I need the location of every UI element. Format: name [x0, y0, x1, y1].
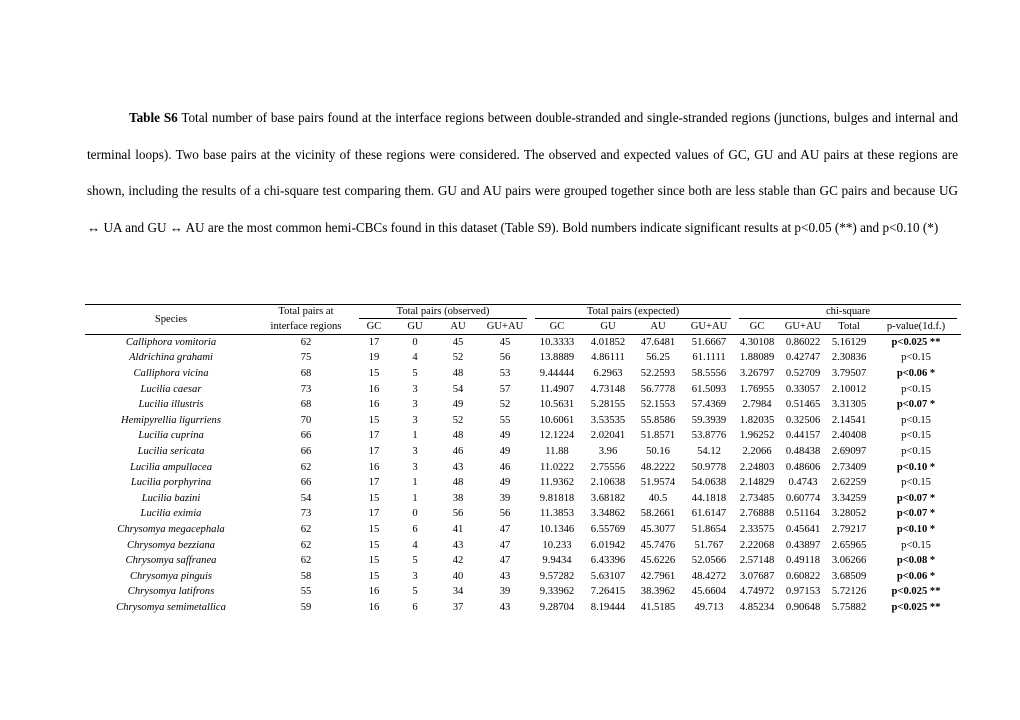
exp-gc-cell: 11.0222 [539, 461, 575, 473]
chi-total-cell: 3.68509 [831, 570, 867, 582]
chi-total-cell: 2.40408 [831, 430, 867, 442]
chi-total-cell: 2.65965 [831, 539, 867, 551]
pvalue-cell: p<0.08 * [896, 555, 936, 567]
exp-guau-cell: 50.9778 [691, 461, 727, 473]
exp-guau-cell: 61.5093 [691, 383, 727, 395]
total-pairs-cell: 62 [300, 461, 312, 473]
obs-au-cell: 52 [452, 414, 464, 426]
pvalue-cell: p<0.15 [901, 430, 931, 442]
exp-gc-cell: 9.44444 [539, 367, 575, 379]
table-row [85, 460, 961, 476]
exp-gu-cell: 3.96 [598, 445, 618, 457]
obs-gu-cell: 5 [412, 367, 418, 379]
exp-gc-cell: 11.4907 [539, 383, 575, 395]
exp-guau-cell: 51.767 [694, 539, 724, 551]
chi-guau-cell: 0.42747 [785, 352, 821, 364]
total-pairs-cell: 59 [257, 600, 355, 616]
obs-gu-cell: 0 [412, 508, 418, 520]
chi-total-cell: 2.10012 [831, 383, 867, 395]
data-table [85, 304, 961, 617]
exp-guau-cell: 54.12 [697, 445, 721, 457]
exp-gu-cell: 2.02041 [590, 430, 626, 442]
exp-au-cell: 56.25 [646, 352, 670, 364]
exp-au-cell: 45.3077 [640, 523, 676, 535]
table-row [85, 569, 961, 585]
table-row [85, 413, 961, 429]
exp-gu-cell: 3.68182 [590, 492, 626, 504]
total-pairs-header-line1: Total pairs at [257, 305, 355, 320]
chi-total-cell: 2.30836 [831, 352, 867, 364]
table-body [85, 335, 961, 617]
exp-au-cell: 41.5185 [633, 600, 683, 616]
obs-guau-cell: 46 [499, 461, 511, 473]
table-caption [87, 100, 958, 246]
chi-gc-cell: 2.73485 [739, 492, 775, 504]
obs-au-cell: 42 [452, 555, 464, 567]
chi-total-cell: 3.06266 [831, 555, 867, 567]
exp-guau-cell: 54.0638 [691, 477, 727, 489]
exp-au-cell: 52.2593 [640, 367, 676, 379]
exp-au-cell: 51.8571 [640, 430, 676, 442]
obs-gc-cell: 17 [368, 508, 380, 520]
table-row [85, 507, 961, 523]
species-cell: Hemipyrellia ligurriens [121, 414, 221, 426]
table-row [85, 429, 961, 445]
exp-gc-cell: 9.33962 [539, 586, 575, 598]
species-cell: Lucilia illustris [138, 399, 204, 411]
obs-au-cell: 43 [452, 461, 464, 473]
pvalue-cell: p<0.15 [901, 352, 931, 364]
chi-gc-cell: 2.24803 [739, 461, 775, 473]
chi-gc-cell: 3.26797 [739, 367, 775, 379]
species-cell: Lucilia sericata [137, 445, 205, 457]
obs-guau-cell: 43 [499, 570, 511, 582]
chi-total-cell: 3.34259 [831, 492, 867, 504]
obs-gc-cell: 17 [368, 445, 380, 457]
pvalue-cell: p<0.15 [901, 445, 931, 457]
obs-gu-cell: 1 [412, 492, 418, 504]
exp-guau-cell: 59.3939 [691, 414, 727, 426]
obs-gu-cell: 1 [412, 430, 418, 442]
table-row [85, 600, 961, 616]
obs-gc-cell: 16 [368, 461, 380, 473]
exp-au-cell: 42.7961 [640, 570, 676, 582]
obs-gu-cell: 3 [412, 399, 418, 411]
exp-guau-cell: 61.1111 [692, 352, 726, 364]
obs-guau-cell: 47 [499, 539, 511, 551]
exp-gc-cell: 10.233 [542, 539, 572, 551]
chi-gc-cell: 2.22068 [739, 539, 775, 551]
chi-gc-cell: 1.82035 [739, 414, 775, 426]
chi-gc-cell: 3.07687 [739, 570, 775, 582]
exp-gu-cell: 4.86111 [591, 352, 625, 364]
pvalue-cell: p<0.06 * [896, 367, 936, 379]
exp-au-cell: 52.1553 [640, 399, 676, 411]
exp-guau-cell: 61.6147 [691, 508, 727, 520]
table-row [85, 553, 961, 569]
obs-gc-cell: 16 [355, 600, 393, 616]
exp-guau-cell: 49.713 [683, 600, 735, 616]
chi-guau-cell: 0.49118 [786, 555, 821, 567]
exp-au-cell: 50.16 [646, 445, 670, 457]
exp-gu-cell: 4.01852 [590, 336, 626, 348]
species-cell: Chrysomya bezziana [127, 539, 215, 551]
chi-total-cell: 3.28052 [831, 508, 867, 520]
exp-au-cell: 58.2661 [640, 508, 676, 520]
species-cell: Calliphora vicina [133, 367, 209, 379]
pvalue-cell: p<0.025 ** [891, 336, 941, 348]
table-row [85, 491, 961, 507]
total-pairs-cell: 55 [300, 586, 312, 598]
exp-guau-cell: 44.1818 [691, 492, 727, 504]
exp-au-cell: 56.7778 [640, 383, 676, 395]
chi-guau-cell: 0.43897 [785, 539, 821, 551]
total-pairs-cell: 62 [300, 539, 312, 551]
exp-gu-cell: 6.43396 [590, 555, 626, 567]
exp-gc-cell: 10.6061 [539, 414, 575, 426]
obs-gu-cell: 4 [412, 352, 418, 364]
observed-group-header: Total pairs (observed) [355, 305, 531, 320]
table-row [85, 538, 961, 554]
obs-guau-cell: 45 [499, 336, 511, 348]
chi-gc-cell: 2.33575 [739, 523, 775, 535]
table-row [85, 335, 961, 351]
species-cell: Lucilia ampullacea [129, 461, 213, 473]
species-cell: Chrysomya megacephala [117, 523, 225, 535]
obs-au-cell: 40 [452, 570, 464, 582]
pvalue-cell: p<0.10 * [896, 523, 936, 535]
table-row [85, 585, 961, 601]
pvalue-cell: p<0.025 ** [891, 586, 941, 598]
obs-gc-cell: 17 [368, 477, 380, 489]
table-row [85, 397, 961, 413]
obs-au-cell: 41 [452, 523, 464, 535]
chi-total-cell: 5.16129 [831, 336, 867, 348]
pvalue-cell: p<0.025 ** [871, 600, 961, 616]
exp-gu-cell: 7.26415 [590, 586, 626, 598]
exp-gc-cell: 11.3853 [539, 508, 575, 520]
expected-group-header: Total pairs (expected) [531, 305, 735, 320]
chi-gc-cell: 2.7984 [742, 399, 772, 411]
pvalue-cell: p<0.15 [901, 539, 931, 551]
obs-gu-header: GU [393, 319, 437, 335]
obs-gu-cell: 3 [412, 383, 418, 395]
obs-guau-cell: 55 [499, 414, 511, 426]
exp-guau-cell: 57.4369 [691, 399, 727, 411]
exp-guau-cell: 52.0566 [691, 555, 727, 567]
exp-au-cell: 45.7476 [640, 539, 676, 551]
obs-gc-cell: 17 [368, 336, 380, 348]
caption-text: Total number of base pairs found at the interface regions between double-stranded and single-stranded regions (junctions, bulges and internal and terminal loops). Two base pairs at the vicinity of these regions were considered. The observed and expected values of GC, GU and AU pairs at these regions are shown, including the results of a chi-square test comparing them. GU and AU pairs were grouped together since both are less stable than GC pairs and because UG ↔ UA and GU ↔ AU are the most common hemi-CBCs found in this dataset (Table S9). Bold numbers indicate significant results at p<0.05 (**) and p<0.10 (*) [87, 110, 959, 235]
obs-gu-cell: 0 [412, 336, 418, 348]
chi-gc-cell: 1.88089 [739, 352, 775, 364]
obs-gc-cell: 16 [368, 383, 380, 395]
species-cell: Calliphora vomitoria [125, 336, 217, 348]
obs-gc-cell: 15 [368, 414, 380, 426]
chi-guau-cell: 0.4743 [788, 477, 818, 489]
obs-guau-cell: 52 [499, 399, 511, 411]
table-row [85, 351, 961, 367]
chi-gc-cell: 4.30108 [739, 336, 775, 348]
chi-gc-cell: 1.96252 [739, 430, 775, 442]
chi-total-cell: 2.62259 [831, 477, 867, 489]
total-pairs-cell: 66 [300, 430, 312, 442]
pvalue-cell: p<0.10 * [896, 461, 936, 473]
exp-gu-cell: 8.19444 [583, 600, 633, 616]
species-cell: Chrysomya saffranea [125, 555, 217, 567]
chi-gc-cell: 2.14829 [739, 477, 775, 489]
exp-gc-cell: 9.28704 [531, 600, 583, 616]
exp-guau-cell: 45.6604 [691, 586, 727, 598]
species-cell: Lucilia cuprina [138, 430, 204, 442]
chi-guau-cell: 0.45641 [785, 523, 821, 535]
obs-guau-cell: 57 [499, 383, 511, 395]
species-cell: Lucilia caesar [140, 383, 202, 395]
pvalue-cell: p<0.15 [901, 383, 931, 395]
chi-guau-cell: 0.33057 [785, 383, 821, 395]
pvalue-cell: p<0.07 * [896, 492, 936, 504]
exp-gu-cell: 5.63107 [590, 570, 626, 582]
obs-gc-cell: 15 [368, 539, 380, 551]
total-pairs-cell: 54 [300, 492, 312, 504]
pvalue-cell: p<0.15 [901, 477, 931, 489]
total-pairs-cell: 68 [300, 367, 312, 379]
exp-au-cell: 38.3962 [640, 586, 676, 598]
exp-au-header: AU [633, 319, 683, 335]
chi-guau-cell: 0.90648 [779, 600, 827, 616]
obs-gu-cell: 5 [412, 586, 418, 598]
species-cell: Chrysomya semimetallica [85, 600, 257, 616]
obs-gc-cell: 15 [368, 570, 380, 582]
chi-total-cell: 2.14541 [831, 414, 867, 426]
obs-guau-cell: 56 [499, 508, 511, 520]
chi-gc-cell: 2.76888 [739, 508, 775, 520]
obs-au-cell: 48 [452, 477, 464, 489]
chi-total-cell: 5.72126 [831, 586, 867, 598]
chi-guau-cell: 0.51164 [786, 508, 821, 520]
total-pairs-cell: 66 [300, 477, 312, 489]
exp-gu-cell: 6.55769 [590, 523, 626, 535]
exp-gc-cell: 11.88 [545, 445, 569, 457]
obs-gc-cell: 17 [368, 430, 380, 442]
total-pairs-header-line2: interface regions [257, 319, 355, 335]
exp-guau-cell: 51.8654 [691, 523, 727, 535]
obs-gu-cell: 3 [412, 414, 418, 426]
chi-guau-cell: 0.48606 [785, 461, 821, 473]
obs-gu-cell: 6 [412, 523, 418, 535]
species-header: Species [85, 305, 257, 335]
species-cell: Lucilia eximia [140, 508, 202, 520]
chi-gc-cell: 4.85234 [735, 600, 779, 616]
obs-gc-cell: 15 [368, 523, 380, 535]
obs-au-cell: 37 [437, 600, 479, 616]
exp-au-cell: 51.9574 [640, 477, 676, 489]
obs-au-cell: 43 [452, 539, 464, 551]
total-pairs-cell: 68 [300, 399, 312, 411]
exp-guau-cell: 51.6667 [691, 336, 727, 348]
species-cell: Lucilia bazini [141, 492, 201, 504]
chi-gc-header: GC [735, 319, 779, 335]
table-row [85, 382, 961, 398]
obs-au-cell: 52 [452, 352, 464, 364]
total-pairs-cell: 75 [300, 352, 312, 364]
total-pairs-cell: 70 [300, 414, 312, 426]
obs-guau-cell: 39 [499, 586, 511, 598]
obs-gc-header: GC [355, 319, 393, 335]
exp-gu-cell: 3.53535 [590, 414, 626, 426]
exp-gc-cell: 12.1224 [539, 430, 575, 442]
chi-guau-cell: 0.60774 [785, 492, 821, 504]
exp-gc-cell: 11.9362 [539, 477, 575, 489]
total-pairs-cell: 62 [300, 336, 312, 348]
obs-gu-cell: 5 [412, 555, 418, 567]
total-pairs-cell: 62 [300, 523, 312, 535]
table-row [85, 444, 961, 460]
pvalue-cell: p<0.06 * [896, 570, 936, 582]
chi-gc-cell: 2.57148 [739, 555, 775, 567]
obs-au-header: AU [437, 319, 479, 335]
total-pairs-cell: 73 [300, 383, 312, 395]
chi-total-cell: 5.75882 [827, 600, 871, 616]
pvalue-cell: p<0.15 [901, 414, 931, 426]
obs-au-cell: 48 [452, 430, 464, 442]
obs-au-cell: 49 [452, 399, 464, 411]
chi-guau-header: GU+AU [779, 319, 827, 335]
exp-guau-cell: 53.8776 [691, 430, 727, 442]
table-header [85, 305, 961, 335]
pvalue-cell: p<0.07 * [896, 399, 936, 411]
chi-guau-cell: 0.51465 [785, 399, 821, 411]
table-row [85, 475, 961, 491]
obs-guau-cell: 43 [479, 600, 531, 616]
obs-guau-cell: 49 [499, 445, 511, 457]
exp-au-cell: 48.2222 [640, 461, 676, 473]
chi-guau-cell: 0.48438 [785, 445, 821, 457]
obs-gc-cell: 16 [368, 586, 380, 598]
obs-guau-cell: 56 [499, 352, 511, 364]
obs-gu-cell: 3 [412, 445, 418, 457]
exp-gu-cell: 3.34862 [590, 508, 626, 520]
chi-guau-cell: 0.32506 [785, 414, 821, 426]
exp-gc-cell: 13.8889 [539, 352, 575, 364]
exp-gu-cell: 6.2963 [593, 367, 623, 379]
exp-gu-cell: 6.01942 [590, 539, 626, 551]
exp-gc-cell: 10.3333 [539, 336, 575, 348]
exp-gc-header: GC [531, 319, 583, 335]
pvalue-cell: p<0.07 * [896, 508, 936, 520]
obs-guau-cell: 49 [499, 477, 511, 489]
exp-gu-cell: 4.73148 [590, 383, 626, 395]
chi-total-cell: 3.79507 [831, 367, 867, 379]
exp-au-cell: 47.6481 [640, 336, 676, 348]
chi-total-cell: 3.31305 [831, 399, 867, 411]
chi-guau-cell: 0.60822 [785, 570, 821, 582]
table-label: Table S6 [129, 110, 178, 125]
exp-guau-header: GU+AU [683, 319, 735, 335]
exp-gu-cell: 2.10638 [590, 477, 626, 489]
chisquare-group-header: chi-square [735, 305, 961, 320]
chi-total-cell: 2.79217 [831, 523, 867, 535]
species-cell: Chrysomya latifrons [127, 586, 215, 598]
chi-gc-cell: 4.74972 [739, 586, 775, 598]
obs-gu-cell: 3 [412, 461, 418, 473]
obs-gu-cell: 6 [393, 600, 437, 616]
exp-gc-cell: 10.5631 [539, 399, 575, 411]
chi-guau-cell: 0.52709 [785, 367, 821, 379]
obs-guau-header: GU+AU [479, 319, 531, 335]
chi-total-cell: 2.73409 [831, 461, 867, 473]
obs-guau-cell: 39 [499, 492, 511, 504]
chi-gc-cell: 1.76955 [739, 383, 775, 395]
species-cell: Aldrichina grahami [129, 352, 213, 364]
total-pairs-cell: 62 [300, 555, 312, 567]
obs-au-cell: 56 [452, 508, 464, 520]
exp-au-cell: 40.5 [648, 492, 668, 504]
obs-gc-cell: 16 [368, 399, 380, 411]
total-pairs-cell: 73 [300, 508, 312, 520]
exp-gc-cell: 9.57282 [539, 570, 575, 582]
table-row [85, 522, 961, 538]
obs-gu-cell: 3 [412, 570, 418, 582]
species-cell: Chrysomya pinguis [129, 570, 213, 582]
obs-gc-cell: 15 [368, 367, 380, 379]
species-cell: Lucilia porphyrina [130, 477, 212, 489]
obs-guau-cell: 47 [499, 523, 511, 535]
exp-gc-cell: 9.9434 [542, 555, 572, 567]
obs-au-cell: 54 [452, 383, 464, 395]
exp-guau-cell: 58.5556 [691, 367, 727, 379]
obs-gc-cell: 15 [368, 492, 380, 504]
exp-gc-cell: 10.1346 [539, 523, 575, 535]
chi-gc-cell: 2.2066 [742, 445, 772, 457]
total-pairs-cell: 58 [300, 570, 312, 582]
obs-au-cell: 48 [452, 367, 464, 379]
exp-gu-cell: 2.75556 [590, 461, 626, 473]
obs-gc-cell: 19 [368, 352, 380, 364]
total-pairs-cell: 66 [300, 445, 312, 457]
obs-au-cell: 46 [452, 445, 464, 457]
chi-guau-cell: 0.97153 [785, 586, 821, 598]
obs-guau-cell: 47 [499, 555, 511, 567]
table-row [85, 366, 961, 382]
exp-gu-cell: 5.28155 [590, 399, 626, 411]
exp-guau-cell: 48.4272 [691, 570, 727, 582]
obs-au-cell: 38 [452, 492, 464, 504]
exp-au-cell: 55.8586 [640, 414, 676, 426]
obs-guau-cell: 49 [499, 430, 511, 442]
exp-gu-header: GU [583, 319, 633, 335]
chi-total-cell: 2.69097 [831, 445, 867, 457]
exp-gc-cell: 9.81818 [539, 492, 575, 504]
obs-guau-cell: 53 [499, 367, 511, 379]
chi-total-header: Total [827, 319, 871, 335]
chi-guau-cell: 0.44157 [785, 430, 821, 442]
obs-gu-cell: 4 [412, 539, 418, 551]
pvalue-header: p-value(1d.f.) [871, 319, 961, 335]
exp-au-cell: 45.6226 [640, 555, 676, 567]
obs-gc-cell: 15 [368, 555, 380, 567]
chi-guau-cell: 0.86022 [785, 336, 821, 348]
obs-au-cell: 45 [452, 336, 464, 348]
obs-au-cell: 34 [452, 586, 464, 598]
obs-gu-cell: 1 [412, 477, 418, 489]
